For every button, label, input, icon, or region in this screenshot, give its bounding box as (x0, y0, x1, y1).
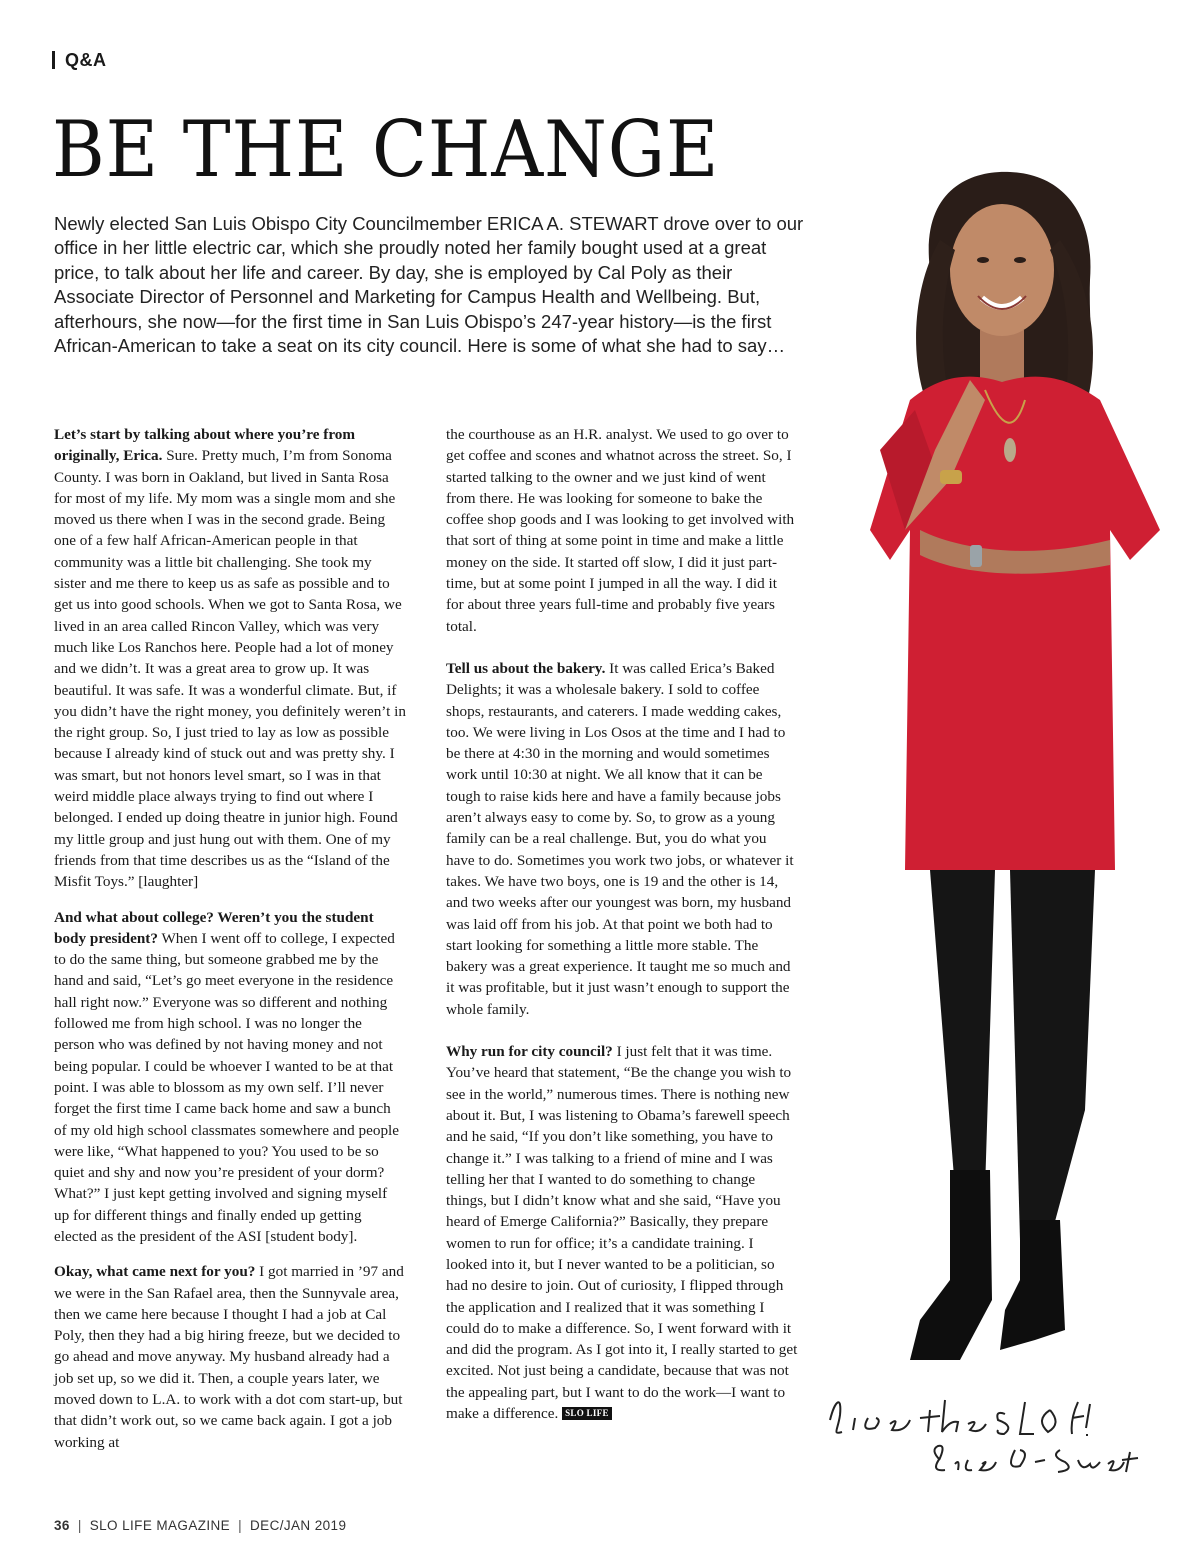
answer: It was called Erica’s Baked Delights; it was a wholesale bakery. I sold to coffee shops, restaurants, and caterers. I made wedding cakes, too. We were living in Los Osos at the time and I had to be there at 4:30 in the morning and would sometimes work until 10:30 at night. We all know that it can be tough to raise kids here and have a family because jobs aren’t always easy to come by. So, to grow as a young family can be a real challenge. But, you do what you have to do. Sometimes you work two jobs, or whatever it takes. We have two boys, one is 19 and the other is 14, and two weeks after our youngest was born, my husband was laid off from his job. At that point we both had to start looking for something a little more stable. The bakery was a great experience. It taught me so much and it was profitable, but it just wasn’t enough to support the whole family. (446, 659, 794, 1018)
portrait-photo (810, 150, 1190, 1380)
section-divider (52, 51, 55, 69)
section-tag (52, 50, 107, 71)
question: And what about college? Weren’t you the student body president? (54, 908, 374, 947)
page-number: 36 (54, 1518, 70, 1533)
qa-block (54, 424, 406, 893)
qa-block (54, 907, 406, 1248)
intro-paragraph: Newly elected San Luis Obispo City Councilmember ERICA A. STEWART drove over to our office in her little electric car, which she proudly noted her family bought used at a great price, to talk about her life and career. By day, she is employed by Cal Poly as their Associate Director of Personnel and Marketing for Campus Health and Wellbeing. But, afterhours, she now—for the first time in San Luis Obispo’s 247-year history—is the first African-American to take a seat on its city council. Here is some of what she had to say… (54, 213, 804, 357)
question: Let’s start by talking about where you’re from originally, Erica. (54, 426, 356, 465)
footer-separator: | (238, 1518, 243, 1533)
article-column-left (54, 424, 406, 1467)
answer: When I went off to college, I expected to do the same thing, but someone grabbed me by the hand and said, “Let’s go meet everyone in the residence hall right now.” Everyone was so different and nothing followed me from high school. I was no longer the person who was defined by not having money and not being popular. I could be whoever I wanted to be at that point. I was able to blossom as my own self. I’ll never forget the first time I came back home and saw a bunch of my old high school classmates somewhere and people were like, “What happened to you? You used to be so quiet and shy and now you’re president of your dorm? What?” I just kept getting involved and signing myself up for different things and finally ended up getting elected as the president of the ASI [student body]. (54, 929, 400, 1245)
answer: I got married in ’97 and we were in the San Rafael area, then the Sunnyvale area, then we came here because I thought I had a job at Cal Poly, then they had a big hiring freeze, but we decided to go ahead and move anyway. My husband already had a job set up, so we did it. Then, a couple years later, we moved down to L.A. to work with a dot com start-up, but that didn’t work out, so we came back again. I got a job working at (54, 1263, 404, 1451)
footer-separator: | (77, 1518, 82, 1533)
qa-block (446, 658, 798, 1020)
article-column-right (446, 424, 798, 1438)
question: Why run for city council? (446, 1043, 613, 1061)
end-mark: SLO LIFE (562, 1407, 612, 1420)
headline: BE THE CHANGE (52, 105, 720, 195)
issue-date: DEC/JAN 2019 (250, 1518, 347, 1533)
page-footer (54, 1518, 346, 1533)
section-label: Q&A (65, 50, 107, 70)
answer: I just felt that it was time. You’ve heard that statement, “Be the change you wish to see in the world,” numerous times. There is nothing new about it. But, I was listening to Obama’s farewell speech and he said, “If you don’t like something, you have to change it.” I was talking to a friend of mine and I was telling her that I wanted to do something to change things, but I didn’t know what and she said, “Have you heard of Emerge California?” Basically, they prepare women to run for office; it’s a candidate training. I looked into it, but I never wanted to be a politician, so had no desire to join. Out of curiosity, I flipped through the application and I realized that it was something I could do to make a difference. So, I went forward with it and did the program. As I got into it, I really started to get excited. Not just being a candidate, because that was not the appealing part, but I want to do the work—I want to make a difference. (446, 1043, 798, 1423)
question: Okay, what came next for you? (54, 1263, 256, 1281)
magazine-name: SLO LIFE MAGAZINE (89, 1518, 231, 1533)
signature-image (820, 1380, 1160, 1490)
answer: Sure. Pretty much, I’m from Sonoma County. I was born in Oakland, but lived in Santa Rosa for most of my life. My mom was a single mom and she moved us there when I was in the second grade. Being one of a few half African-American people in that community was a little bit challenging. She took my sister and me there to keep us as safe as possible and to get us into good schools. When we got to Santa Rosa, we lived in an area called Rincon Valley, which was very much like Los Ranchos here. People had a lot of money and we didn’t. It was a great area to grow up. It was beautiful. It was safe. It was a wonderful climate. But, if you didn’t have the right money, you definitely weren’t in the right group. So, I just tried to lay as low as possible because I already kind of stuck out and was pretty shy. I was smart, but not honors level smart, so I was in that weird middle place always trying to find out where I belonged. I ended up doing theatre in junior high. Found my little group and just hung out with them. One of my friends from that time describes us as the “Island of the Misfit Toys.” [laughter] (54, 447, 406, 891)
question: Tell us about the bakery. (446, 659, 606, 677)
answer-continued: the courthouse as an H.R. analyst. We used to go over to get coffee and scones and whatnot across the street. So, I started talking to the owner and we just kind of went from there. He was looking for someone to bake the coffee shop goods and I was looking to get involved with that sort of thing at some point in time and make a little money on the side. It started off slow, I did it just part-time, but at some point I jumped in all the way. I did it for about three years full-time and probably five years total. (446, 426, 795, 635)
qa-block (446, 1041, 798, 1424)
qa-block (54, 1261, 406, 1453)
